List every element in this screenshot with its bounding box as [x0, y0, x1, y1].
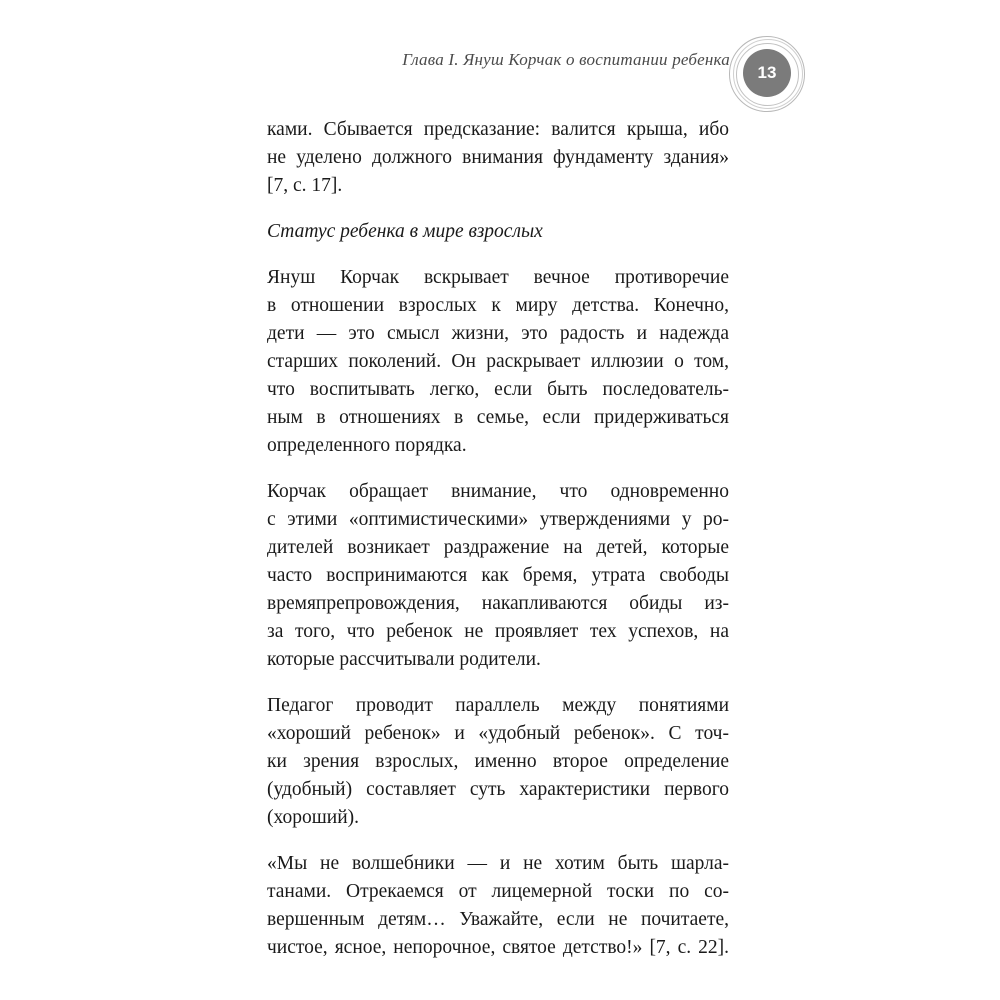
- text-line: Януш Корчак вскрывает вечное противоречие: [267, 267, 729, 288]
- paragraph: [267, 692, 729, 832]
- text-line: Корчак обращает внимание, что одновременно: [267, 481, 729, 502]
- text-line: ным в отношениях в семье, если придерживаться: [267, 407, 729, 428]
- text-line: ки зрения взрослых, именно второе определение: [267, 751, 729, 772]
- page-number: 13: [743, 49, 791, 97]
- quote-paragraph: [267, 850, 729, 962]
- text-line: времяпрепровождения, накапливаются обиды из-: [267, 593, 729, 614]
- text-line: не уделено должного внимания фундаменту здания»: [267, 147, 729, 168]
- text-line: Педагог проводит параллель между понятиями: [267, 695, 729, 716]
- paragraph: [267, 264, 729, 460]
- text-line: с этими «оптимистическими» утверждениями у ро-: [267, 509, 729, 530]
- text-line: старших поколений. Он раскрывает иллюзии о том,: [267, 351, 729, 372]
- running-header: Глава I. Януш Корчак о воспитании ребенка: [402, 50, 730, 69]
- section-heading: Статус ребенка в мире взрослых: [267, 221, 543, 242]
- text-line: чистое, ясное, непорочное, святое детство!» [7, с. 22].: [267, 937, 729, 958]
- paragraph-continuation: [267, 116, 729, 200]
- text-line: в отношении взрослых к миру детства. Конечно,: [267, 295, 729, 316]
- text-line: «Мы не волшебники — и не хотим быть шарла-: [267, 853, 729, 874]
- text-line: которые рассчитывали родители.: [267, 649, 541, 670]
- text-line: за того, что ребенок не проявляет тех успехов, на: [267, 621, 729, 642]
- text-line: ками. Сбывается предсказание: валится крыша, ибо: [267, 119, 729, 140]
- body-text: [267, 116, 729, 980]
- text-line: [7, с. 17].: [267, 175, 343, 196]
- text-line: танами. Отрекаемся от лицемерной тоски по со-: [267, 881, 729, 902]
- text-line: (удобный) составляет суть характеристики первого: [267, 779, 729, 800]
- text-line: что воспитывать легко, если быть последователь-: [267, 379, 729, 400]
- text-line: часто воспринимаются как бремя, утрата свободы: [267, 565, 729, 586]
- page-number-badge: [727, 34, 807, 114]
- paragraph: [267, 478, 729, 674]
- text-line: вершенным детям… Уважайте, если не почитаете,: [267, 909, 729, 930]
- text-line: (хороший).: [267, 807, 360, 828]
- text-line: дети — это смысл жизни, это радость и надежда: [267, 323, 729, 344]
- text-line: «хороший ребенок» и «удобный ребенок». С точ-: [267, 723, 729, 744]
- text-line: дителей возникает раздражение на детей, которые: [267, 537, 729, 558]
- text-line: определенного порядка.: [267, 435, 467, 456]
